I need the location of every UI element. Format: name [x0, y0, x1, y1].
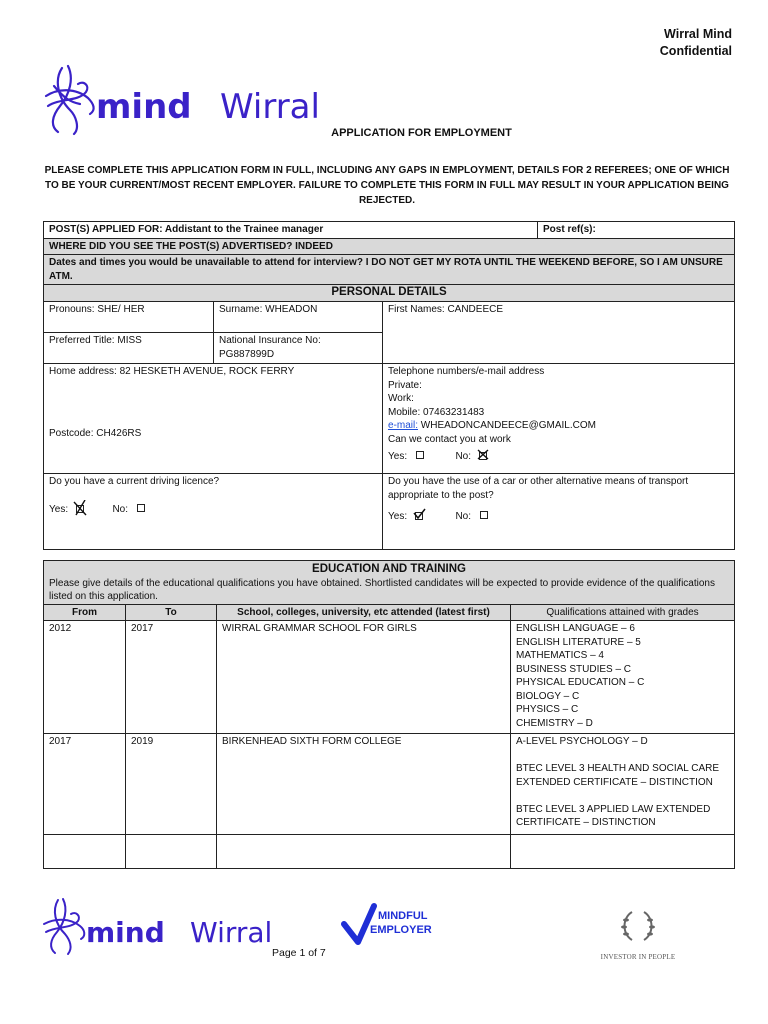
qualifications-cell: [511, 621, 735, 734]
form-title: APPLICATION FOR EMPLOYMENT: [331, 127, 512, 139]
address-cell: [44, 364, 383, 474]
telephone-heading: Telephone numbers/e-mail address: [388, 366, 545, 377]
post-advertised: WHERE DID YOU SEE THE POST(S) ADVERTISED? INDEED: [44, 238, 735, 255]
document-header: [660, 26, 732, 60]
page-number: Page 1 of 7: [272, 947, 326, 959]
to-cell: 2019: [126, 734, 217, 835]
contact-at-work-question: Can we contact you at work: [388, 433, 511, 445]
transport-question: Do you have the use of a car or other alternative means of transport appropriate to the post?: [388, 476, 689, 501]
transport-yes-checkbox-ticked[interactable]: [414, 511, 424, 521]
postcode: Postcode: CH426RS: [49, 427, 142, 439]
qualification: BTEC LEVEL 3 HEALTH AND SOCIAL CARE: [516, 763, 720, 774]
svg-text:MINDFUL: MINDFUL: [378, 910, 428, 922]
driving-licence-question: Do you have a current driving licence?: [49, 476, 220, 487]
transport-options: [388, 510, 729, 524]
mobile-phone: Mobile: 07463231483: [388, 406, 485, 418]
svg-text:Wirral: Wirral: [220, 87, 320, 127]
qualifications-cell: [511, 835, 735, 869]
mind-wirral-footer-logo: [40, 894, 280, 963]
qualification: EXTENDED CERTIFICATE – DISTINCTION: [516, 776, 713, 788]
ni-value: PG887899D: [219, 348, 275, 360]
education-instructions: Please give details of the educational qualifications you have obtained. Shortlisted candidates will be expected to provide evidence of the qualifications listed on this application.: [49, 577, 715, 602]
transport-cell: [383, 474, 735, 550]
table-row-empty: [44, 835, 735, 869]
svg-text:mind: mind: [96, 87, 192, 127]
contact-yes-label: Yes:: [388, 451, 408, 462]
transport-no-checkbox[interactable]: [480, 511, 488, 519]
to-cell: 2017: [126, 621, 217, 734]
from-cell: [44, 835, 126, 869]
school-cell: WIRRAL GRAMMAR SCHOOL FOR GIRLS: [217, 621, 511, 734]
education-table: [43, 560, 735, 869]
table-row: [44, 621, 735, 734]
personal-details-heading: PERSONAL DETAILS: [44, 285, 735, 302]
qualifications-cell: [511, 734, 735, 835]
tick-logo-icon: [340, 902, 440, 946]
ni-label: National Insurance No:: [219, 335, 321, 346]
education-header: [44, 561, 735, 605]
email-value: WHEADONCANDEECE@GMAIL.COM: [418, 420, 596, 431]
qualification: PHYSICAL EDUCATION – C: [516, 677, 645, 688]
qualification: BTEC LEVEL 3 APPLIED LAW EXTENDED: [516, 803, 711, 815]
contact-yes-checkbox[interactable]: [416, 451, 424, 459]
org-name: Wirral Mind: [664, 27, 732, 41]
tick-mark-icon: [476, 447, 490, 461]
driving-licence-cell: [44, 474, 383, 550]
form-instructions: PLEASE COMPLETE THIS APPLICATION FORM IN FULL, INCLUDING ANY GAPS IN EMPLOYMENT, DETAILS FOR 2 REFEREES; ONE OF WHICH TO BE YOUR CURRENT/MOST RECENT EMPLOYER. FAILURE TO COMPLETE THIS FORM IN FULL MAY RESULT IN YOUR APPLICATION BEING REJECTED.: [44, 165, 730, 206]
qualification: ENGLISH LANGUAGE – 6: [516, 623, 635, 634]
mindful-employer-logo: [340, 902, 440, 951]
from-cell: 2012: [44, 621, 126, 734]
qualification: BUSINESS STUDIES – C: [516, 663, 632, 675]
col-qualifications: Qualifications attained with grades: [511, 604, 735, 621]
laurel-wreath-icon: [618, 906, 658, 946]
personal-details-table: [43, 221, 735, 550]
post-applied: POST(S) APPLIED FOR: Addistant to the Trainee manager: [44, 222, 538, 239]
qualification: PHYSICS – C: [516, 704, 579, 715]
ni-number-field: [214, 333, 383, 364]
svg-text:mind: mind: [86, 916, 165, 949]
pronouns-field: Pronouns: SHE/ HER: [44, 302, 214, 333]
transport-yes-label: Yes:: [388, 511, 408, 522]
email-label: e-mail:: [388, 420, 419, 431]
work-phone: Work:: [388, 393, 414, 404]
table-row: [44, 734, 735, 835]
qualification: A-LEVEL PSYCHOLOGY – D: [516, 736, 648, 747]
qualification: CERTIFICATE – DISTINCTION: [516, 817, 656, 828]
preferred-title-field: Preferred Title: MISS: [44, 333, 214, 364]
driving-licence-options: [49, 503, 377, 517]
to-cell: [126, 835, 217, 869]
iip-caption: INVESTOR IN PEOPLE: [600, 953, 676, 961]
qualification: MATHEMATICS – 4: [516, 650, 604, 661]
tick-mark-icon: [412, 507, 426, 521]
contact-no-label: No:: [455, 451, 471, 462]
post-ref: Post ref(s):: [538, 222, 735, 239]
school-cell: BIRKENHEAD SIXTH FORM COLLEGE: [217, 734, 511, 835]
email-line: [388, 419, 729, 433]
qualification: ENGLISH LITERATURE – 5: [516, 636, 641, 648]
tick-mark-icon: [73, 500, 89, 518]
from-cell: 2017: [44, 734, 126, 835]
private-phone: Private:: [388, 379, 422, 391]
licence-yes-label: Yes:: [49, 503, 69, 515]
transport-no-label: No:: [455, 511, 471, 522]
confidential-label: Confidential: [659, 44, 732, 58]
svg-text:EMPLOYER: EMPLOYER: [370, 924, 432, 936]
qualification: CHEMISTRY – D: [516, 717, 593, 729]
home-address: Home address: 82 HESKETH AVENUE, ROCK FERRY: [49, 366, 295, 377]
col-school: School, colleges, university, etc attended (latest first): [217, 604, 511, 621]
contact-at-work-options: [388, 450, 729, 464]
mind-logo-icon: [40, 58, 330, 138]
mind-logo-icon: [40, 894, 280, 958]
qualification: BIOLOGY – C: [516, 690, 580, 702]
investor-in-people-logo: [590, 906, 686, 961]
licence-no-label: No:: [112, 503, 128, 515]
contact-no-checkbox-ticked[interactable]: [478, 451, 488, 461]
col-to: To: [126, 604, 217, 621]
col-from: From: [44, 604, 126, 621]
education-heading: EDUCATION AND TRAINING: [312, 563, 466, 575]
first-names-field: First Names: CANDEECE: [383, 302, 735, 364]
licence-no-checkbox[interactable]: [137, 504, 145, 512]
svg-text:Wirral: Wirral: [190, 916, 273, 949]
school-cell: [217, 835, 511, 869]
licence-yes-checkbox-ticked[interactable]: [75, 504, 85, 514]
interview-unavailability: Dates and times you would be unavailable to attend for interview? I DO NOT GET MY ROTA UNTIL THE WEEKEND BEFORE, SO I AM UNSURE ATM.: [44, 255, 735, 285]
contact-cell: [383, 364, 735, 474]
surname-field: Surname: WHEADON: [214, 302, 383, 333]
